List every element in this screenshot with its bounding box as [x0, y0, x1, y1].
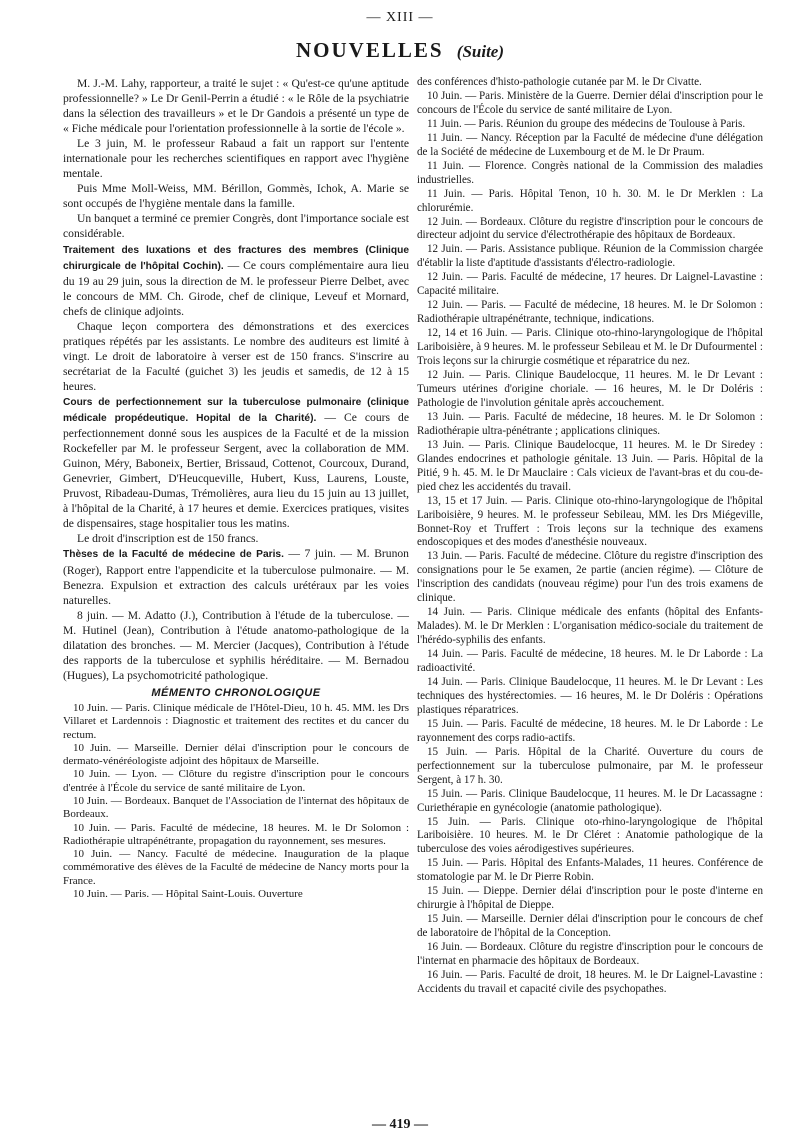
- article-paragraph: [63, 242, 409, 319]
- section-heading: Traitement des luxations et des fractures des membres (Clinique chirurgicale de l'hôpital Cochin).: [63, 244, 409, 272]
- article-paragraph: [63, 394, 409, 531]
- memento-entry: 10 Juin. — Paris. Faculté de médecine, 18 heures. M. le Dr Solomon : Radiothérapie ultrapénétrante, propagation du rayonnement, ses mesures.: [63, 821, 409, 847]
- memento-heading: MÉMENTO CHRONOLOGIQUE: [151, 686, 321, 699]
- memento-entry: 13 Juin. — Paris. Clinique Baudelocque, 11 heures. M. le Dr Siredey : Glandes endocrines et pathologie génitale. 13 Juin. — Paris. Hôpital de la Pitié, 9 h. 45. M. le Dr Mauclaire : Cals vicieux de l'avant-bras et du cou-de-pied chez les accidentés du travail.: [417, 438, 763, 493]
- section-text: — Ce cours complémentaire aura lieu du 19 au 29 juin, sous la direction de M. le professeur Pierre Delbet, avec le concours de MM. Ch. Girode, chef de clinique, Leveuf et Mornard, chefs de clinique adjoints.: [63, 258, 409, 318]
- memento-entry: 10 Juin. — Paris. Clinique médicale de l'Hôtel-Dieu, 10 h. 45. MM. les Drs Villaret et Lardennois : Diagnostic et traitement des rectites et du cancer du rectum.: [63, 701, 409, 741]
- memento-entry: 13 Juin. — Paris. Faculté de médecine, 18 heures. M. le Dr Solomon : Radiothérapie ultra-pénétrante ; applications cliniques.: [417, 410, 763, 437]
- memento-entry: 15 Juin. — Paris. Clinique oto-rhino-laryngologique de l'hôpital Lariboisière. 10 heures. M. le Dr Cléret : Anatomie pathologique de la tuberculose des voies aérodigestives supérieures.: [417, 815, 763, 856]
- memento-entry: 10 Juin. — Nancy. Faculté de médecine. Inauguration de la plaque commémorative des élèves de la Faculté de médecine de Nancy morts pour la France.: [63, 848, 409, 887]
- memento-entry: 11 Juin. — Florence. Congrès national de la Commission des maladies industrielles.: [417, 159, 763, 186]
- memento-entry: 15 Juin. — Dieppe. Dernier délai d'inscription pour le poste d'interne en chirurgie à l'hôpital de Dieppe.: [417, 885, 763, 912]
- title-main: NOUVELLES: [295, 38, 444, 62]
- memento-entry: 10 Juin. — Paris. — Hôpital Saint-Louis. Ouverture: [73, 888, 303, 901]
- title-suite: (Suite): [456, 42, 505, 61]
- memento-entry: 14 Juin. — Paris. Faculté de médecine, 18 heures. M. le Dr Laborde : La radioactivité.: [417, 648, 763, 675]
- memento-entry: 16 Juin. — Paris. Faculté de droit, 18 heures. M. le Dr Laignel-Lavastine : Accidents du travail et capacité civile des psychopathes.: [417, 969, 763, 995]
- article-paragraph: Un banquet a terminé ce premier Congrès, dont l'importance sociale est considérable.: [63, 212, 409, 241]
- article-paragraph: [63, 546, 409, 607]
- memento-entry: 16 Juin. — Bordeaux. Clôture du registre d'inscription pour le concours de l'internat en pharmacie des hôpitaux de Bordeaux.: [417, 941, 763, 968]
- article-paragraph: M. J.-M. Lahy, rapporteur, a traité le sujet : « Qu'est-ce qu'une aptitude professionnelle? » Le Dr Genil-Perrin a étudié : « le Rôle de la psychiatrie dans la sélection des travailleurs » et le Dr Gandois a présenté un type de « Fiche médicale pour l'orientation professionnelle à la sortie de l'école ».: [63, 77, 409, 136]
- section-text: — 7 juin. — M. Brunon (Roger), Rapport entre l'appendicite et la tuberculose pulmonaire. — M. Benezra. Expulsion et extraction des calculs urétéraux par les voies naturelles.: [63, 547, 409, 607]
- memento-entry: 10 Juin. — Bordeaux. Banquet de l'Association de l'internat des hôpitaux de Bordeaux.: [63, 795, 409, 821]
- page-number: — 419 —: [372, 1117, 428, 1132]
- memento-entry: des conférences d'histo-pathologie cutanée par M. le Dr Civatte.: [417, 76, 702, 88]
- memento-entry: 12 Juin. — Paris. Faculté de médecine, 17 heures. Dr Laignel-Lavastine : Capacité militaire.: [417, 271, 763, 298]
- memento-entry: 15 Juin. — Paris. Hôpital de la Charité. Ouverture du cours de perfectionnement sur la tuberculose pulmonaire, par M. le professeur Sergent, à 17 h. 30.: [417, 745, 763, 786]
- memento-entry: 10 Juin. — Lyon. — Clôture du registre d'inscription pour le concours d'entrée à l'École du service de santé militaire de Lyon.: [63, 768, 409, 794]
- memento-entry: 13 Juin. — Paris. Faculté de médecine. Clôture du registre d'inscription des consignations pour le 5e examen, 2e partie (ancien régime). — Clôture de l'inscription des candidats (nouveau régime) pour l'un des trois examens de clinique.: [417, 550, 763, 605]
- article-paragraph: 8 juin. — M. Adatto (J.), Contribution à l'étude de la tuberculose. — M. Hutinel (Jean), Contribution à l'étude anatomo-pathologique de la dilatation des bronches. — M. Mercier (Jacques), Contribution à l'étude des rapports de la tuberculose et syphilis héréditaire. — M. Bernadou (Hugues), La psychomotricité pathologique.: [63, 608, 409, 682]
- section-heading: Cours de perfectionnement sur la tuberculose pulmonaire (clinique médicale propédeutique. Hopital de la Charité).: [63, 396, 409, 425]
- memento-entry: 15 Juin. — Marseille. Dernier délai d'inscription pour le concours de chef de laboratoire de l'hôpital de la Conception.: [417, 913, 763, 940]
- memento-entry: 12 Juin. — Paris. Clinique Baudelocque, 11 heures. M. le Dr Levant : Tumeurs utérines d'origine choriale. — 16 heures, M. le Dr Doléris : Pathologie de l'involution génitale après accouchement.: [417, 369, 763, 409]
- memento-entry: 11 Juin. — Nancy. Réception par la Faculté de médecine d'une délégation de la Société de médecine de Luxembourg et de M. le Dr Praum.: [417, 131, 763, 158]
- memento-entry: 14 Juin. — Paris. Clinique médicale des enfants (hôpital des Enfants-Malades). M. le Dr Merklen : L'organisation médico-sociale du traitement de l'hérédo-syphilis des enfants.: [417, 606, 763, 647]
- memento-list-left: [63, 702, 409, 901]
- memento-entry: 15 Juin. — Paris. Clinique Baudelocque, 11 heures. M. le Dr Lacassagne : Curiethérapie en gynécologie (anatomie pathologique).: [417, 787, 763, 814]
- memento-entry: 10 Juin. — Paris. Ministère de la Guerre. Dernier délai d'inscription pour le concours de l'École du service de santé militaire de Lyon.: [417, 89, 763, 116]
- memento-entry: 11 Juin. — Paris. Réunion du groupe des médecins de Toulouse à Paris.: [427, 117, 746, 130]
- memento-entry: 12 Juin. — Paris. — Faculté de médecine, 18 heures. M. le Dr Solomon : Radiothérapie ultrapénétrante, technique, indications.: [417, 299, 763, 326]
- left-column: [63, 76, 409, 901]
- page-title: [0, 38, 800, 63]
- memento-entry: 10 Juin. — Marseille. Dernier délai d'inscription pour le concours de dermato-vénéréologiste adjoint des hôpitaux de Marseille.: [63, 741, 409, 768]
- memento-entry: 12 Juin. — Bordeaux. Clôture du registre d'inscription pour le concours de directeur adjoint du service d'électrothérapie des hôpitaux de Bordeaux.: [417, 215, 763, 242]
- article-paragraph: Le 3 juin, M. le professeur Rabaud a fait un rapport sur l'entente internationale pour les recherches scientifiques en rapport avec l'hygiène mentale.: [63, 137, 409, 181]
- article-paragraph: Chaque leçon comportera des démonstrations et des exercices pratiques répétés par les assistants. Le nombre des auditeurs est limité à vingt. Le droit de laboratoire à verser est de 150 francs. S'inscrire au secrétariat de la Faculté (guichet 3) les jeudis et samedis, de 12 à 15 heures.: [63, 319, 409, 393]
- memento-entry: 15 Juin. — Paris. Hôpital des Enfants-Malades, 11 heures. Conférence de stomatologie par M. le Dr Pierre Robin.: [417, 857, 763, 884]
- article-paragraph: Puis Mme Moll-Weiss, MM. Bérillon, Gommès, Ichok, A. Marie se sont occupés de l'hygiène mentale dans la famille.: [63, 182, 409, 211]
- article-paragraph: Le droit d'inscription est de 150 francs.: [77, 532, 259, 546]
- memento-entry: 15 Juin. — Paris. Faculté de médecine, 18 heures. M. le Dr Laborde : Le rayonnement des corps radio-actifs.: [417, 717, 763, 744]
- section-heading: Thèses de la Faculté de médecine de Paris.: [63, 549, 284, 561]
- right-column: [417, 76, 763, 997]
- memento-entry: 12 Juin. — Paris. Assistance publique. Réunion de la Commission chargée d'établir la liste d'aptitude d'assistants d'électro-radiologie.: [417, 243, 763, 270]
- memento-entry: 13, 15 et 17 Juin. — Paris. Clinique oto-rhino-laryngologique de l'hôpital Lariboisière, 9 heures. M. le professeur Sebileau, MM. les Drs Miégeville, Bonnet-Roy et Truffert : Trois leçons sur la technique des examens endoscopiques et des modes d'anesthésie nouveaux.: [417, 494, 763, 549]
- memento-entry: 12, 14 et 16 Juin. — Paris. Clinique oto-rhino-laryngologique de l'hôpital Lariboisière, à 9 heures. M. le professeur Sebileau et M. le Dr Dufourmentel : Trois leçons sur la chirurgie cosmétique et réparatrice du nez.: [417, 327, 763, 368]
- section-text: — Ce cours de perfectionnement donné sous les auspices de la Faculté et de la mission Rockefeller par M. le professeur Sergent, avec la collaboration de MM. Guinon, Méry, Baboneix, Bertier, Brissaud, Cottenot, Courcoux, Durand, Genevrier, Gimbert, D'Heucqueville, Hubert, Kuss, Laurens, Louste, Pruvost, Ribadeau-Dumas, Trémolières, aura lieu du 15 juin au 13 juillet, à l'hôpital de la Charité, à 17 heures et demie. Exercices pratiques, visites de dispensaires, stage hospitalier tous les matins.: [63, 411, 410, 531]
- roman-page-number: — XIII —: [366, 10, 434, 25]
- memento-entry: 11 Juin. — Paris. Hôpital Tenon, 10 h. 30. M. le Dr Merklen : La chlorurémie.: [417, 187, 763, 214]
- memento-entry: 14 Juin. — Paris. Clinique Baudelocque, 11 heures. M. le Dr Levant : Les techniques des hystérectomies. — 16 heures, M. le Dr Doléris : Opérations plastiques réparatrices.: [417, 675, 763, 716]
